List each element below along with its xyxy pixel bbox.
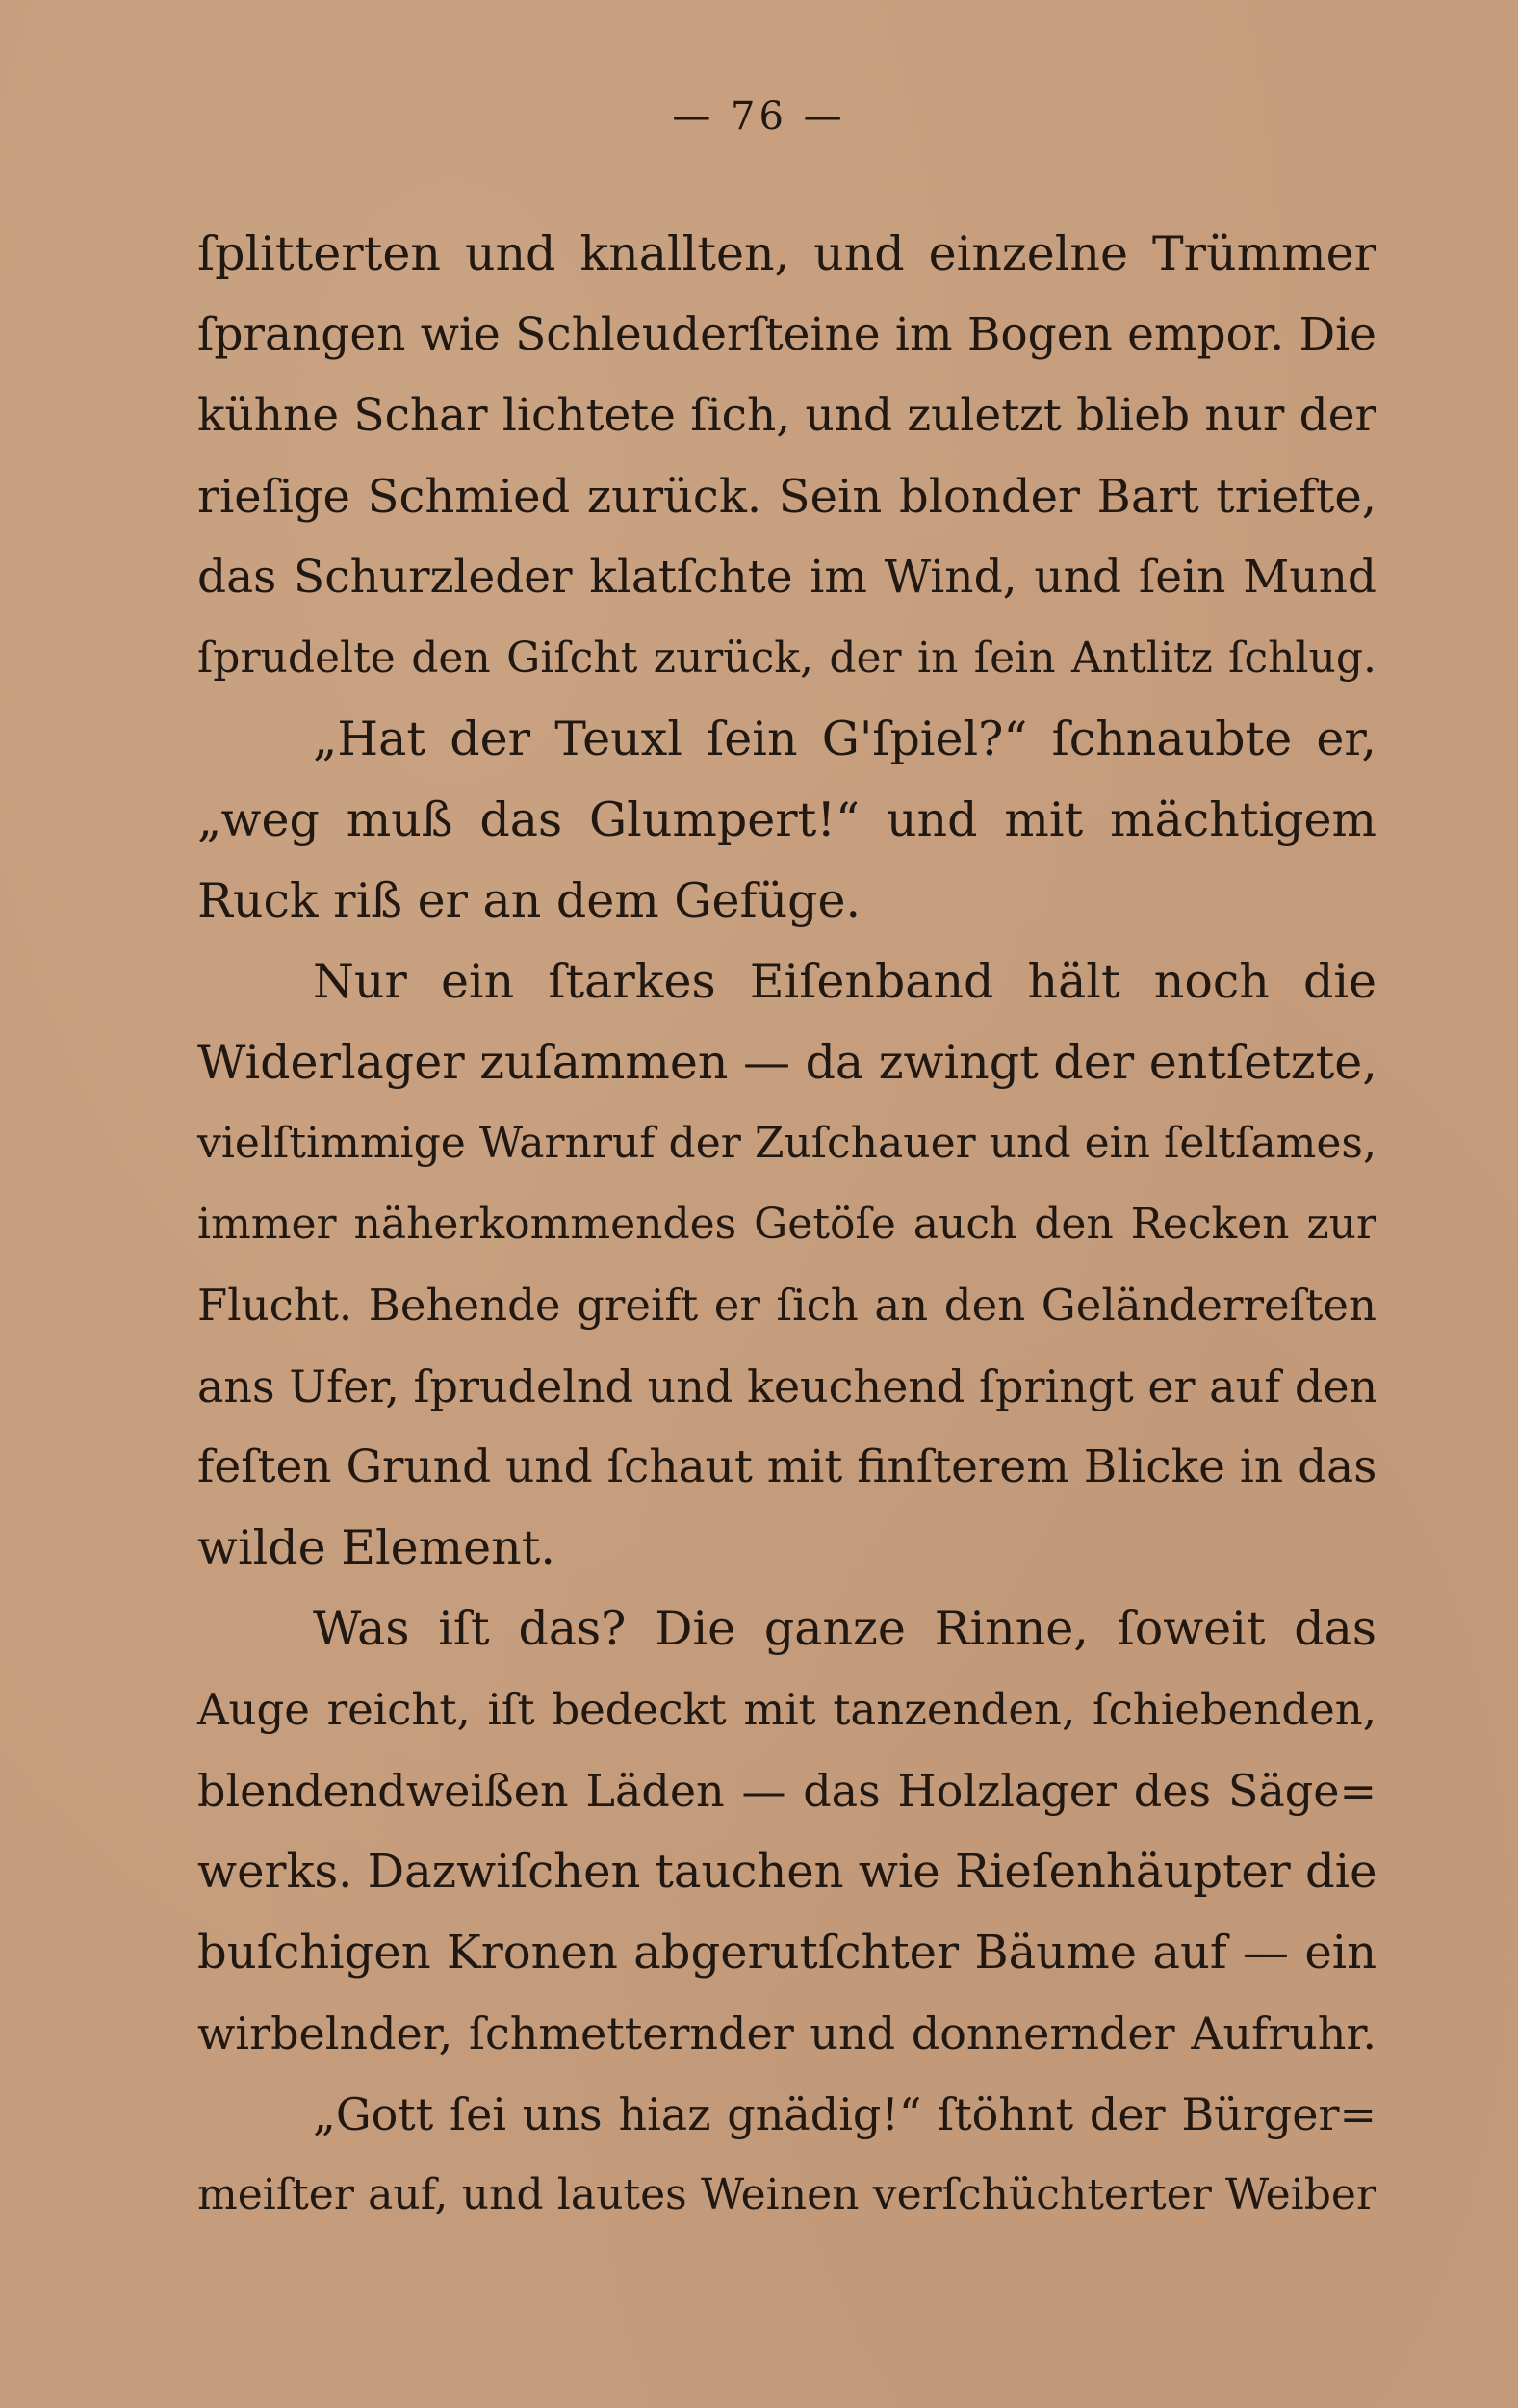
text-line: Flucht. Behende greift er ſich an den Geländerreſten: [197, 1280, 1376, 1331]
text-line: wirbelnder, ſchmetternder und donnernder Aufruhr.: [197, 2007, 1376, 2059]
text-line: „weg muß das Glumpert!“ und mit mächtigem: [197, 792, 1376, 847]
text-line: rieſige Schmied zurück. Sein blonder Bart triefte,: [197, 470, 1376, 524]
text-line: immer näherkommendes Getöſe auch den Recken zur: [197, 1200, 1376, 1249]
text-line: Auge reicht, iſt bedeckt mit tanzenden, ſchiebenden,: [197, 1684, 1376, 1735]
text-line: Nur ein ſtarkes Eiſenband hält noch die: [313, 954, 1376, 1009]
text-line: ſplitterten und knallten, und einzelne Trümmer: [197, 226, 1376, 281]
text-line: wilde Element.: [197, 1520, 555, 1575]
text-line: feſten Grund und ſchaut mit finſterem Blicke in das: [197, 1440, 1377, 1493]
text-line: werks. Dazwiſchen tauchen wie Rieſenhäupter die: [197, 1845, 1377, 1899]
text-line: Ruck riß er an dem Gefüge.: [197, 873, 862, 928]
text-line: „Gott ſei uns hiaz gnädig!“ ſtöhnt der Bürger=: [313, 2088, 1376, 2140]
text-line: kühne Schar lichtete ſich, und zuletzt blieb nur der: [197, 389, 1376, 442]
text-line: blendendweißen Läden — das Holzlager des Säge=: [197, 1765, 1376, 1817]
page-number: — 76 —: [672, 94, 846, 139]
text-line: das Schurzleder klatſchte im Wind, und ſein Mund: [197, 551, 1376, 604]
body-text: [197, 214, 1376, 2236]
text-line: „Hat der Teuxl ſein G'ſpiel?“ ſchnaubte er,: [313, 712, 1376, 766]
text-line: buſchigen Kronen abgerutſchter Bäume auf — ein: [197, 1926, 1376, 1980]
text-line: Was iſt das? Die ganze Rinne, ſoweit das: [313, 1601, 1376, 1656]
text-line: ſprangen wie Schleuderſteine im Bogen empor. Die: [197, 308, 1376, 361]
text-line: Widerlager zuſammen — da zwingt der entſetzte,: [197, 1035, 1377, 1090]
text-line: meiſter auf, und lautes Weinen verſchüchterter Weiber: [197, 2170, 1376, 2219]
text-line: vielſtimmige Warnruf der Zuſchauer und ein ſeltſames,: [197, 1119, 1376, 1168]
text-line: ſprudelte den Giſcht zurück, der in ſein Antlitz ſchlug.: [197, 634, 1376, 683]
text-line: ans Ufer, ſprudelnd und keuchend ſpringt er auf den: [197, 1360, 1378, 1412]
